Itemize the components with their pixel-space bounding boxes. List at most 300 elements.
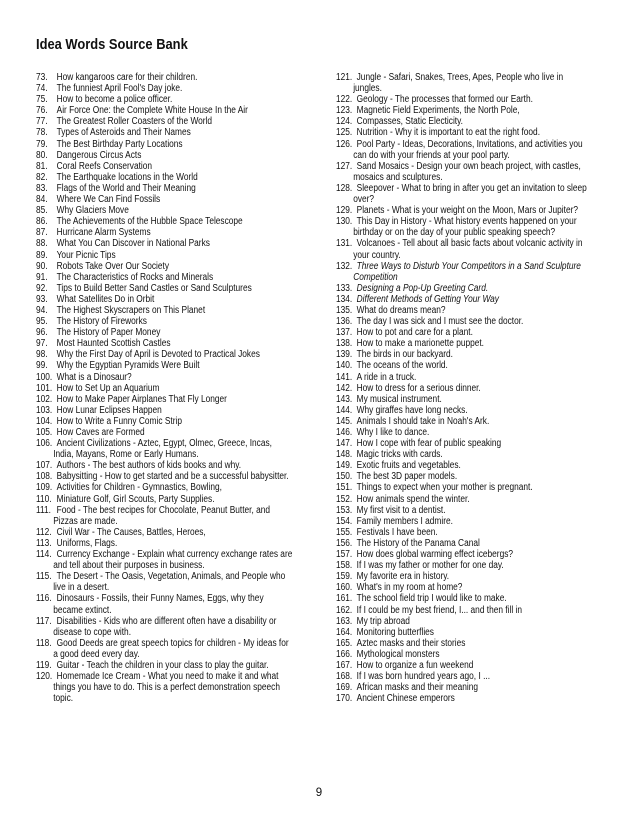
topic-number: 139. (336, 349, 353, 361)
topic-item-continuation (36, 693, 294, 704)
topic-item (336, 627, 579, 638)
topic-text: Magnetic Field Experiments, the North Pole, (356, 105, 520, 117)
topic-item (36, 360, 294, 371)
topic-item-continuation (36, 605, 294, 616)
topic-item (36, 438, 294, 449)
topic-number: 100. (36, 371, 53, 383)
topic-item (36, 327, 294, 338)
topic-item (36, 116, 294, 127)
topic-text: Ancient Civilizations - Aztec, Egypt, Olmec, Greece, Incas, (56, 438, 272, 450)
topic-text: Why I like to dance. (356, 427, 430, 438)
topic-item (36, 305, 294, 316)
topic-number: 110. (36, 493, 52, 505)
topic-item (36, 250, 294, 261)
topic-item (36, 316, 294, 327)
topic-text: If I was born hundred years ago, I ... (356, 671, 491, 683)
topic-number: 152. (336, 493, 353, 505)
topic-item (336, 161, 579, 172)
topic-number: 74. (36, 83, 48, 95)
topic-number: 119. (36, 659, 52, 671)
topic-text: How animals spend the winter. (356, 493, 470, 505)
topic-number: 99. (36, 360, 48, 372)
topic-number: 103. (36, 404, 53, 416)
topic-text: What is a Dinosaur? (56, 371, 132, 383)
topic-text: Ancient Chinese emperors (356, 693, 455, 705)
topic-item-continuation (36, 560, 294, 571)
topic-number: 164. (336, 626, 353, 638)
topic-number: 142. (336, 382, 353, 394)
topic-item (336, 283, 579, 294)
topic-item (336, 616, 579, 627)
topic-number: 94. (36, 304, 48, 316)
topic-text: The Characteristics of Rocks and Minerals (56, 271, 214, 283)
topic-item (336, 405, 579, 416)
topic-number: 104. (36, 415, 53, 427)
topic-text: Three Ways to Disturb Your Competitors in a Sand Sculpture (356, 260, 581, 272)
topic-text: Magic tricks with cards. (356, 449, 443, 461)
topic-text: Why giraffes have long necks. (356, 404, 468, 416)
topic-text: Dinosaurs - Fossils, their Funny Names, Eggs, why they (56, 593, 264, 605)
topic-number: 157. (336, 549, 353, 561)
page-number: 9 (315, 787, 323, 799)
topic-item (336, 427, 579, 438)
topic-text: Compasses, Static Electicity. (356, 116, 463, 128)
topic-item (36, 660, 294, 671)
topic-number: 113. (36, 537, 52, 549)
topic-number: 170. (336, 693, 353, 705)
topic-item (36, 194, 294, 205)
topic-text: This Day in History - What history events happened on your (356, 216, 577, 228)
right-topic-column (336, 72, 618, 704)
topic-item (336, 660, 579, 671)
topic-item (336, 238, 583, 250)
topic-text: Jungle - Safari, Snakes, Trees, Apes, People who live in (356, 72, 564, 83)
topic-text: Family members I admire. (356, 515, 453, 527)
topic-text: India, Mayans, Rome or Early Humans. (53, 449, 199, 461)
topic-item (336, 582, 579, 593)
topic-text: Uniforms, Flags. (56, 537, 118, 549)
topic-item (336, 182, 587, 194)
topic-item (336, 394, 579, 405)
topic-item (336, 516, 579, 527)
topic-text: The Earthquake locations in the World (56, 171, 198, 183)
topic-item (36, 460, 294, 471)
topic-number: 162. (336, 604, 353, 616)
topic-text: How to make a marionette puppet. (356, 338, 485, 350)
topic-number: 130. (336, 216, 353, 228)
topic-number: 122. (336, 94, 353, 106)
topic-item-continuation (336, 272, 579, 283)
topic-text: How I cope with fear of public speaking (356, 438, 502, 450)
topic-number: 93. (36, 293, 48, 305)
topic-number: 147. (336, 438, 353, 450)
topic-number: 121. (336, 72, 353, 83)
topic-number: 156. (336, 537, 353, 549)
topic-number: 86. (36, 216, 48, 228)
topic-item (36, 638, 294, 649)
topic-item (336, 449, 579, 460)
topic-item (336, 327, 579, 338)
topic-item (336, 460, 579, 471)
topic-item-continuation (36, 582, 294, 593)
topic-text: Dangerous Circus Acts (56, 149, 142, 161)
topic-number: 128. (336, 182, 353, 194)
topic-item (336, 94, 579, 105)
topic-item-continuation (336, 227, 579, 238)
topic-item (36, 83, 294, 94)
topic-text: Guitar - Teach the children in your class to play the guitar. (56, 659, 269, 671)
topic-text: Activities for Children - Gymnastics, Bowling, (56, 482, 222, 494)
topic-number: 78. (36, 127, 48, 139)
topic-text: How to Make Paper Airplanes That Fly Longer (56, 393, 227, 405)
topic-item (336, 527, 579, 538)
topic-number: 107. (36, 460, 53, 472)
topic-text: My first visit to a dentist. (356, 504, 446, 516)
topic-number: 151. (336, 482, 353, 494)
topic-text: The History of Fireworks (56, 316, 147, 328)
topic-number: 83. (36, 182, 48, 194)
topic-text: Currency Exchange - Explain what currency exchange rates are (56, 549, 293, 561)
topic-number: 95. (36, 316, 48, 328)
topic-text: How to Set Up an Aquarium (56, 382, 160, 394)
topic-item (336, 605, 579, 616)
topic-number: 154. (336, 515, 353, 527)
topic-number: 158. (336, 560, 353, 572)
topic-number: 169. (336, 682, 353, 694)
topic-number: 79. (36, 138, 48, 150)
topic-text: A ride in a truck. (356, 371, 417, 383)
topic-text: Air Force One: the Complete White House In the Air (56, 105, 248, 117)
topic-item (36, 150, 294, 161)
topic-item (36, 427, 294, 438)
topic-number: 161. (336, 593, 353, 605)
topic-number: 106. (36, 438, 53, 450)
topic-item (336, 671, 579, 682)
topic-item (36, 72, 294, 83)
topic-item (36, 471, 294, 482)
topic-item (336, 294, 579, 305)
topic-number: 133. (336, 282, 353, 294)
topic-number: 153. (336, 504, 353, 516)
topic-text: Babysitting - How to get started and be a successful babysitter. (56, 471, 289, 483)
topic-text: things you have to do. This is a perfect demonstration speech (53, 682, 280, 694)
topic-text: How to organize a fun weekend (356, 659, 474, 671)
topic-text: Mythological monsters (356, 648, 440, 660)
topic-text: Geology - The processes that formed our Earth. (356, 94, 533, 106)
topic-text: topic. (53, 693, 74, 705)
topic-text: The Desert - The Oasis, Vegetation, Animals, and People who (56, 571, 286, 583)
topic-item (36, 94, 294, 105)
topic-text: Flags of the World and Their Meaning (56, 182, 196, 194)
topic-item (36, 416, 294, 427)
topic-number: 127. (336, 160, 353, 172)
topic-text: What's in my room at home? (356, 582, 463, 594)
page-title: Idea Words Source Bank (36, 36, 188, 53)
topic-text: The day I was sick and I must see the doctor. (356, 316, 524, 328)
topic-number: 159. (336, 571, 353, 583)
topic-item (36, 527, 294, 538)
topic-item (36, 161, 294, 172)
topic-text: My musical instrument. (356, 393, 442, 405)
topic-text: birthday or on the day of your public speaking speech? (353, 227, 556, 239)
topic-text: Why the Egyptian Pyramids Were Built (56, 360, 200, 372)
topic-text: Designing a Pop-Up Greeting Card. (356, 282, 489, 294)
topic-text: How kangaroos care for their children. (56, 72, 198, 83)
topic-number: 111. (36, 504, 51, 516)
topic-number: 105. (36, 427, 53, 438)
topic-number: 160. (336, 582, 353, 594)
topic-text: your country. (353, 249, 401, 261)
topic-number: 77. (36, 116, 48, 128)
topic-number: 96. (36, 327, 48, 339)
topic-item (336, 482, 579, 493)
topic-text: Sleepover - What to bring in after you get an invitation to sleep (356, 182, 587, 194)
topic-item (36, 283, 294, 294)
topic-item-continuation (36, 627, 294, 638)
topic-item (36, 405, 294, 416)
topic-number: 146. (336, 427, 353, 438)
topic-text: Volcanoes - Tell about all basic facts about volcanic activity in (356, 238, 583, 250)
topic-item (336, 538, 579, 549)
topic-item (36, 139, 294, 150)
topic-number: 145. (336, 415, 353, 427)
topic-text: Competition (353, 271, 398, 283)
topic-item (36, 294, 294, 305)
topic-number: 102. (36, 393, 53, 405)
topic-text: Why the First Day of April is Devoted to Practical Jokes (56, 349, 260, 361)
topic-number: 134. (336, 293, 353, 305)
topic-number: 132. (336, 260, 353, 272)
topic-item (36, 105, 294, 116)
topic-number: 116. (36, 593, 52, 605)
topic-text: live in a desert. (53, 582, 110, 594)
topic-item (336, 638, 579, 649)
topic-number: 166. (336, 648, 353, 660)
topic-text: can do with your friends at your pool party. (353, 149, 510, 161)
topic-text: The Highest Skyscrapers on This Planet (56, 304, 206, 316)
topic-item (336, 360, 579, 371)
topic-text: Coral Reefs Conservation (56, 160, 153, 172)
topic-number: 148. (336, 449, 353, 461)
topic-item (36, 494, 294, 505)
topic-item-continuation (36, 449, 294, 460)
topic-text: The school field trip I would like to make. (356, 593, 507, 605)
topic-text: Monitoring butterflies (356, 626, 434, 638)
topic-text: Why Glaciers Move (56, 205, 129, 217)
topic-text: Planets - What is your weight on the Moon, Mars or Jupiter? (356, 205, 578, 217)
topic-item (336, 649, 579, 660)
topic-text: How Caves are Formed (56, 427, 145, 438)
topic-text: How does global warming effect icebergs? (356, 549, 514, 561)
topic-text: If I was my father or mother for one day. (356, 560, 504, 572)
topic-text: Different Methods of Getting Your Way (356, 293, 499, 305)
topic-number: 125. (336, 127, 353, 139)
topic-item (36, 394, 294, 405)
topic-item-continuation (336, 250, 579, 261)
topic-item (336, 116, 579, 127)
topic-number: 85. (36, 205, 48, 217)
topic-item (36, 272, 294, 283)
topic-item (36, 261, 294, 272)
topic-text: Where We Can Find Fossils (56, 194, 161, 206)
topic-item (336, 216, 579, 227)
topic-number: 138. (336, 338, 353, 350)
topic-text: How to pot and care for a plant. (356, 327, 473, 339)
topic-item (36, 172, 294, 183)
topic-text: My favorite era in history. (356, 571, 450, 583)
topic-number: 80. (36, 149, 48, 161)
topic-number: 123. (336, 105, 353, 117)
topic-number: 143. (336, 393, 353, 405)
topic-text: African masks and their meaning (356, 682, 478, 694)
topic-number: 168. (336, 671, 353, 683)
left-topic-column (36, 72, 336, 704)
topic-item-continuation (36, 682, 294, 693)
topic-item (336, 372, 579, 383)
topic-number: 129. (336, 205, 353, 217)
topic-number: 120. (36, 671, 53, 683)
topic-item (36, 383, 294, 394)
topic-text: Hurricane Alarm Systems (56, 227, 151, 239)
topic-item (36, 482, 294, 493)
topic-text: Pizzas are made. (53, 515, 118, 527)
topic-number: 115. (36, 571, 52, 583)
topic-item (36, 338, 294, 349)
topic-item-continuation (336, 83, 579, 94)
topic-text: over? (353, 194, 375, 206)
topic-text: a good deed every day. (53, 648, 140, 660)
topic-item (336, 682, 579, 693)
topic-text: Exotic fruits and vegetables. (356, 460, 461, 472)
topic-number: 109. (36, 482, 53, 494)
topic-item-continuation (336, 194, 579, 205)
topic-item (36, 549, 294, 560)
topic-item (336, 127, 579, 138)
topic-number: 136. (336, 316, 353, 328)
topic-text: The Best Birthday Party Locations (56, 138, 183, 150)
topic-number: 112. (36, 526, 52, 538)
topic-text: The birds in our backyard. (356, 349, 453, 361)
topic-text: and tell about their purposes in business. (53, 560, 205, 572)
topic-text: The Greatest Roller Coasters of the World (56, 116, 213, 128)
topic-text: Your Picnic Tips (56, 249, 116, 261)
topic-item (336, 349, 579, 360)
topic-number: 155. (336, 526, 353, 538)
topic-text: The History of the Panama Canal (356, 537, 480, 549)
topic-item-continuation (36, 516, 294, 527)
topic-text: Robots Take Over Our Society (56, 260, 170, 272)
topic-text: The oceans of the world. (356, 360, 448, 372)
topic-number: 140. (336, 360, 353, 372)
topic-item (36, 349, 294, 360)
topic-text: Pool Party - Ideas, Decorations, Invitations, and activities you (356, 138, 583, 150)
topic-text: Authors - The best authors of kids books and why. (56, 460, 242, 472)
topic-number: 165. (336, 637, 353, 649)
topic-text: The funniest April Fool's Day joke. (56, 83, 183, 95)
topic-item (336, 593, 579, 604)
topic-item (336, 338, 579, 349)
topic-item (36, 505, 294, 516)
topic-item (336, 416, 579, 427)
topic-text: Most Haunted Scottish Castles (56, 338, 171, 350)
topic-number: 135. (336, 304, 353, 316)
topic-text: What Satellites Do in Orbit (56, 293, 155, 305)
topic-item (36, 127, 294, 138)
topic-number: 141. (336, 371, 353, 383)
topic-text: Things to expect when your mother is pregnant. (356, 482, 533, 494)
topic-number: 90. (36, 260, 48, 272)
topic-number: 108. (36, 471, 53, 483)
topic-text: Types of Asteroids and Their Names (56, 127, 191, 139)
topic-text: The Achievements of the Hubble Space Telescope (56, 216, 243, 228)
topic-text: Homemade Ice Cream - What you need to make it and what (56, 671, 279, 683)
topic-item-continuation (336, 150, 579, 161)
topic-item (336, 571, 579, 582)
topic-item (36, 183, 294, 194)
topic-text: Civil War - The Causes, Battles, Heroes, (56, 526, 206, 538)
topic-text: Festivals I have been. (356, 526, 438, 538)
topic-number: 97. (36, 338, 48, 350)
topic-text: Aztec masks and their stories (356, 637, 466, 649)
topic-number: 114. (36, 549, 52, 561)
topic-number: 144. (336, 404, 353, 416)
topic-item (336, 438, 579, 449)
topic-number: 126. (336, 138, 353, 150)
topic-text: Miniature Golf, Girl Scouts, Party Supplies. (56, 493, 215, 505)
topic-item (36, 571, 294, 582)
topic-item (36, 593, 294, 604)
topic-item (36, 216, 294, 227)
topic-number: 124. (336, 116, 353, 128)
topic-item (336, 494, 579, 505)
topic-number: 117. (36, 615, 52, 627)
topic-number: 84. (36, 194, 48, 206)
topic-text: How Lunar Eclipses Happen (56, 404, 162, 416)
topic-item (336, 549, 579, 560)
topic-number: 89. (36, 249, 48, 261)
topic-number: 149. (336, 460, 353, 472)
topic-text: Animals I should take in Noah's Ark. (356, 415, 490, 427)
topic-item (336, 105, 579, 116)
topic-number: 81. (36, 160, 48, 172)
topic-number: 137. (336, 327, 353, 339)
topic-text: Sand Mosaics - Design your own beach project, with castles, (356, 160, 581, 172)
topic-text: jungles. (353, 83, 382, 95)
topic-number: 150. (336, 471, 353, 483)
topic-text: How to dress for a serious dinner. (356, 382, 481, 394)
topic-number: 98. (36, 349, 48, 361)
topic-text: My trip abroad (356, 615, 410, 627)
topic-item (336, 205, 579, 216)
topic-text: Disabilities - Kids who are different often have a disability or (56, 615, 277, 627)
topic-text: What You Can Discover in National Parks (56, 238, 210, 250)
topic-text: Nutrition - Why it is important to eat the right food. (356, 127, 541, 139)
topic-text: The History of Paper Money (56, 327, 161, 339)
topic-item (336, 72, 579, 83)
topic-item (36, 616, 294, 627)
topic-text: How to become a police officer. (56, 94, 173, 106)
topic-number: 167. (336, 659, 353, 671)
topic-item (36, 538, 294, 549)
topic-item (36, 238, 294, 249)
topic-number: 118. (36, 637, 52, 649)
topic-item (36, 205, 294, 216)
topic-text: Tips to Build Better Sand Castles or Sand Sculptures (56, 282, 252, 294)
topic-text: How to Write a Funny Comic Strip (56, 415, 182, 427)
topic-number: 91. (36, 271, 48, 283)
topic-text: mosaics and sculptures. (353, 171, 443, 183)
topic-text: If I could be my best friend, I... and then fill in (356, 604, 522, 616)
